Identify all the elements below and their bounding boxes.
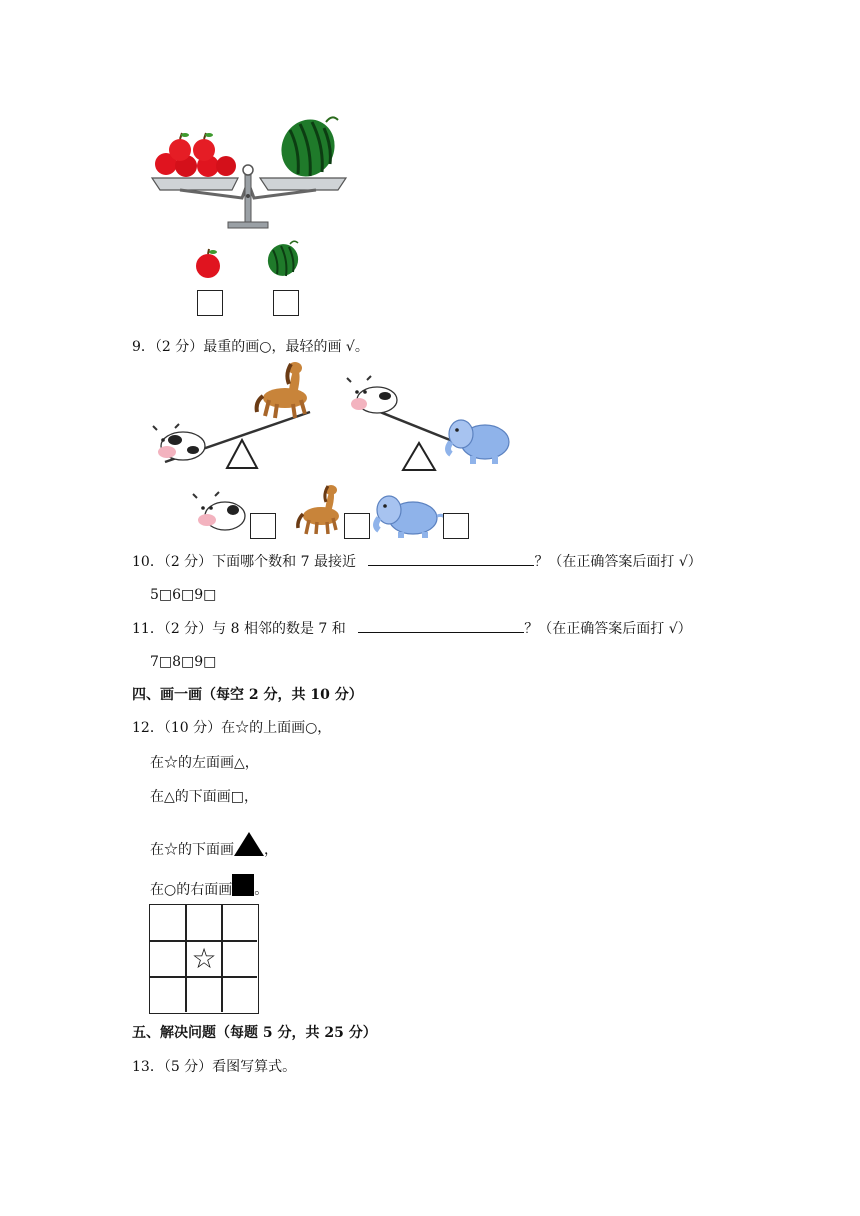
watermelon-on-right-pan	[272, 111, 344, 186]
apples-on-left-pan	[155, 133, 236, 177]
black-triangle-icon	[234, 832, 264, 856]
cow-icon	[153, 424, 205, 460]
cow-icon-bottom	[193, 492, 245, 530]
question-11-options: 7□8□9□	[150, 654, 217, 670]
answer-blank-11[interactable]	[358, 618, 524, 633]
drawing-grid[interactable]	[149, 904, 259, 1014]
question-12-line-4-prefix: 在☆的下面画	[150, 842, 234, 858]
question-11-suffix: ？（在正确答案后面打 √）	[524, 621, 692, 637]
question-10-options: 5□6□9□	[150, 587, 217, 603]
question-13: 13．（5 分）看图写算式。	[132, 1059, 297, 1075]
question-12-line-1: 12．（10 分）在☆的上面画○，	[132, 720, 332, 736]
horse-icon	[257, 362, 307, 418]
question-12-line-5-prefix: 在○的右面画	[150, 882, 233, 898]
question-11-prefix: 11．（2 分）与 8 相邻的数是 7 和	[132, 621, 346, 637]
answer-box-elephant[interactable]	[443, 513, 469, 539]
question-10	[132, 551, 702, 572]
small-apple-icon	[193, 248, 223, 280]
answer-box-apple[interactable]	[197, 290, 223, 316]
question-12-line-4-suffix: ，	[264, 842, 278, 858]
question-10-suffix: ？（在正确答案后面打 √）	[534, 554, 702, 570]
question-12-line-2: 在☆的左面画△，	[150, 755, 259, 771]
answer-box-horse[interactable]	[344, 513, 370, 539]
small-watermelon-icon	[264, 238, 302, 278]
question-12-line-5-suffix: 。	[254, 882, 269, 898]
question-12-line-3: 在△的下面画□，	[150, 789, 258, 805]
question-12-line-5	[150, 874, 268, 900]
question-10-prefix: 10．（2 分）下面哪个数和 7 最接近	[132, 554, 356, 570]
star-outline-icon: ☆	[191, 942, 217, 975]
right-pan	[260, 178, 346, 190]
question-11	[132, 618, 692, 639]
section-5-title: 五、解决问题（每题 5 分，共 25 分）	[132, 1025, 377, 1041]
balance-scale-figure	[140, 110, 360, 230]
black-square-icon	[232, 874, 254, 896]
elephant-icon-bottom	[376, 496, 445, 538]
answer-blank-10[interactable]	[368, 551, 534, 566]
cow-icon	[347, 376, 397, 413]
section-4-title: 四、画一画（每空 2 分，共 10 分）	[132, 687, 363, 703]
answer-box-cow[interactable]	[250, 513, 276, 539]
question-12-line-4	[150, 832, 278, 860]
grid-cell-center[interactable]	[186, 941, 222, 977]
left-pan	[152, 178, 238, 190]
answer-box-watermelon[interactable]	[273, 290, 299, 316]
horse-icon-bottom	[298, 485, 339, 534]
question-9: 9．（2 分）最重的画○，最轻的画 √。	[132, 339, 369, 355]
elephant-icon	[448, 420, 509, 464]
